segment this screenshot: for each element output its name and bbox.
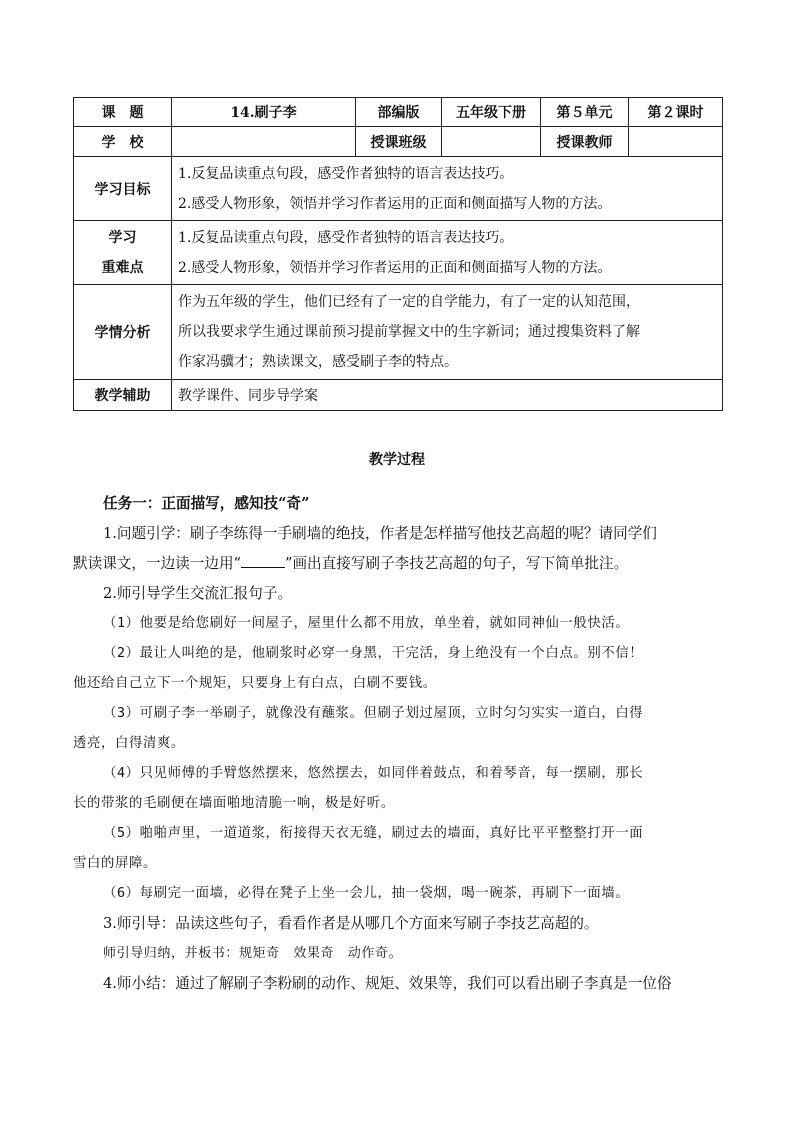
analysis-line-3: 作家冯骥才；熟读课文，感受刷子李的特点。 <box>178 354 458 370</box>
goal-line-1: 1.反复品读重点句段，感受作者独特的语言表达技巧。 <box>178 165 514 182</box>
key-points-content <box>172 221 723 285</box>
sentence-4-line-2: 长的带浆的毛刷便在墙面啪地清脆一响，极是好听。 <box>73 796 395 811</box>
sentence-4-line-1: （4）只见师傅的手臂悠然摆来，悠然摆去，如同伴着鼓点，和着琴音，每一摆刷，那长 <box>103 766 644 781</box>
school-value <box>172 127 356 157</box>
analysis-line-1: 作为五年级的学生，他们已经有了一定的自学能力，有了一定的认知范围， <box>178 294 640 310</box>
row-analysis <box>74 285 723 380</box>
class-label: 授课班级 <box>356 127 442 157</box>
unit: 第５单元 <box>541 98 629 127</box>
row-school <box>74 127 723 157</box>
aids-content: 教学课件、同步导学案 <box>172 380 723 411</box>
sentence-5-line-1: （5）啪啪声里，一道道浆，衔接得天衣无缝，刷过去的墙面，真好比平平整整打开一面 <box>103 826 644 841</box>
lesson-title: 14.刷子李 <box>172 98 356 127</box>
sentence-6: （6）每刷完一面墙，必得在凳子上坐一会儿，抽一袋烟，喝一碗茶，再刷下一面墙。 <box>103 886 630 901</box>
question-3-note: 师引导归纳，并板书：规矩奇 效果奇 动作奇。 <box>103 946 403 961</box>
topic-label: 课 题 <box>74 98 172 127</box>
underline-blank <box>241 553 285 568</box>
question-2: 2.师引导学生交流汇报句子。 <box>103 585 293 602</box>
row-topic <box>74 98 723 127</box>
teacher-value <box>629 127 723 157</box>
sentence-2-line-2: 他还给自己立下一个规矩，只要身上有白点，白刷不要钱。 <box>73 676 437 691</box>
goals-content <box>172 157 723 221</box>
analysis-label: 学情分析 <box>74 285 172 380</box>
teacher-label: 授课教师 <box>541 127 629 157</box>
school-label: 学 校 <box>74 127 172 157</box>
process-content <box>73 489 724 999</box>
sentence-3-line-2: 透亮，白得清爽。 <box>73 736 185 751</box>
analysis-content <box>172 285 723 380</box>
analysis-line-2: 所以我要求学生通过课前预习提前掌握文中的生字新词；通过搜集资料了解 <box>178 324 640 340</box>
question-1-text-b: ”画出直接写刷子李技艺高超的句子，写下简单批注。 <box>285 555 629 572</box>
question-1-line-2 <box>73 549 724 579</box>
question-3: 3.师引导：品读这些句子，看看作者是从哪几个方面来写刷子李技艺高超的。 <box>103 915 599 932</box>
aids-label: 教学辅助 <box>74 380 172 411</box>
class-value <box>442 127 541 157</box>
lesson-info-table <box>73 97 723 411</box>
question-1-line-1: 1.问题引学：刷子李练得一手刷墙的绝技，作者是怎样描写他技艺高超的呢？请同学们 <box>103 525 657 542</box>
process-title: 教学过程 <box>369 452 425 468</box>
grade: 五年级下册 <box>442 98 541 127</box>
sentence-3-line-1: （3）可刷子李一举刷子，就像没有蘸浆。但刷子划过屋顶，立时匀匀实实一道白，白得 <box>103 706 644 721</box>
question-1-text-a: 默读课文，一边读一边用“ <box>73 555 241 572</box>
row-aids <box>74 380 723 411</box>
question-4: 4.师小结：通过了解刷子李粉刷的动作、规矩、效果等，我们可以看出刷子李真是一位俗 <box>103 975 672 992</box>
sentence-5-line-2: 雪白的屏障。 <box>73 856 157 871</box>
key-points-label-2: 重难点 <box>101 259 144 276</box>
lesson-period: 第２课时 <box>629 98 723 127</box>
key-line-2: 2.感受人物形象，领悟并学习作者运用的正面和侧面描写人物的方法。 <box>178 259 612 276</box>
key-line-1: 1.反复品读重点句段，感受作者独特的语言表达技巧。 <box>178 229 514 246</box>
sentence-1: （1）他要是给您刷好一间屋子，屋里什么都不用放，单坐着，就如同神仙一般快活。 <box>103 616 630 631</box>
key-points-label <box>74 221 172 285</box>
goal-line-2: 2.感受人物形象，领悟并学习作者运用的正面和侧面描写人物的方法。 <box>178 195 612 212</box>
edition: 部编版 <box>356 98 442 127</box>
row-goals <box>74 157 723 221</box>
key-points-label-1: 学习 <box>108 229 137 246</box>
goals-label: 学习目标 <box>74 157 172 221</box>
task-1-heading: 任务一：正面描写，感知技“奇” <box>103 495 310 512</box>
sentence-2-line-1: （2）最让人叫绝的是，他刷浆时必穿一身黑，干完活，身上绝没有一个白点。别不信！ <box>103 646 644 661</box>
row-key-points <box>74 221 723 285</box>
